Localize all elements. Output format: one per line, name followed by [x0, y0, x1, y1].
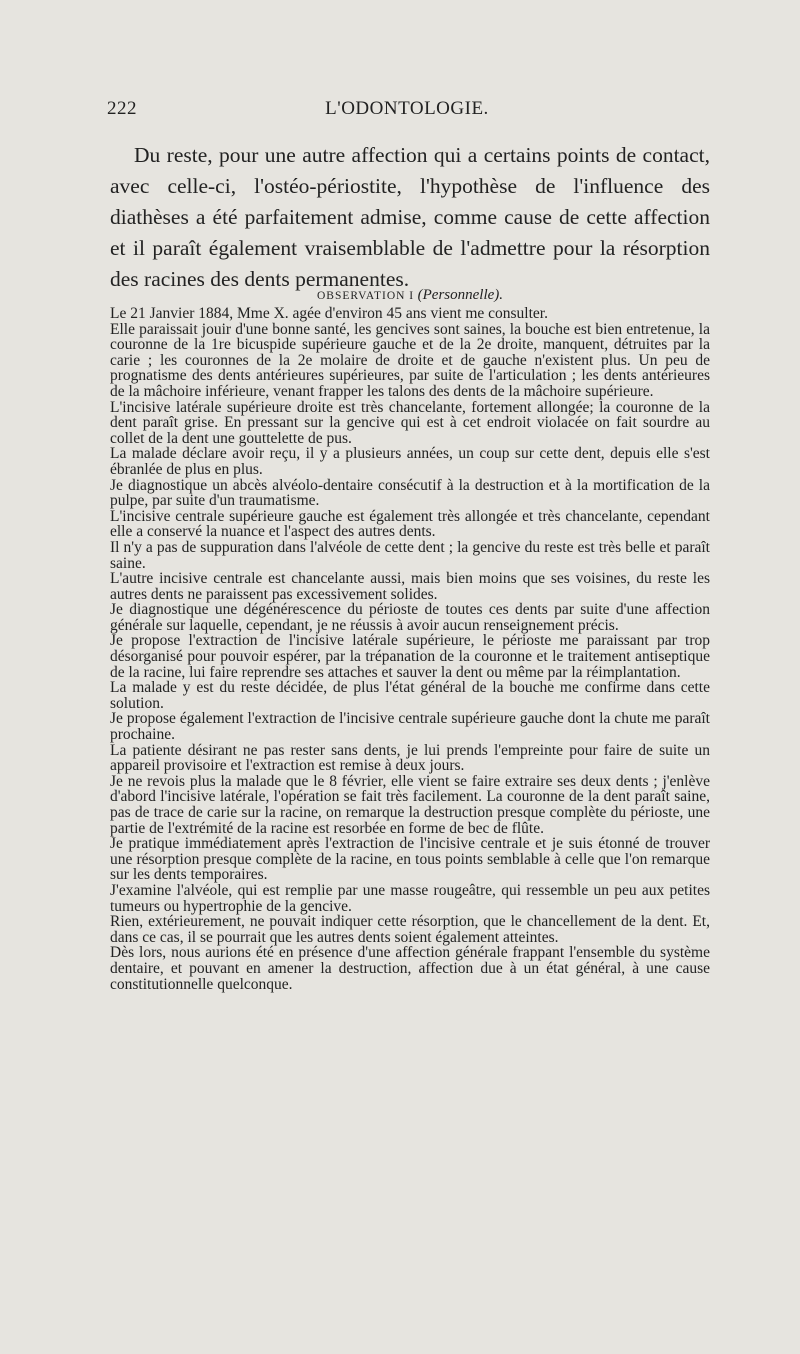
body-paragraph: Le 21 Janvier 1884, Mme X. agée d'environ 45 ans vient me consulter.: [110, 305, 548, 322]
body-paragraph: Je ne revois plus la malade que le 8 février, elle vient se faire extraire ses deux dents ; j'enlève d'abord l'incisive latérale, l'opération se fait très facilement. La couronne de la dent paraît saine, pas de trace de carie sur la racine, on remarque la destruction presque complète du périoste, une partie de l'extrémité de la racine est resorbée en forme de bec de flûte.: [110, 772, 710, 837]
body-paragraph: Il n'y a pas de suppuration dans l'alvéole de cette dent ; la gencive du reste est très belle et paraît saine.: [110, 538, 710, 572]
body-paragraph: L'incisive centrale supérieure gauche est également très allongée et très chancelante, cependant elle a conservé la nuance et l'aspect des autres dents.: [110, 507, 710, 541]
body-paragraph: La malade y est du reste décidée, de plus l'état général de la bouche me confirme dans cette solution.: [110, 679, 710, 712]
page-number: 222: [107, 98, 137, 119]
body-paragraph: Je diagnostique une dégénérescence du périoste de toutes ces dents par suite d'une affection générale sur laquelle, cependant, je ne réussis à avoir aucun renseignement précis.: [110, 601, 710, 634]
observation-body: [110, 306, 710, 992]
body-paragraph: La malade déclare avoir reçu, il y a plusieurs années, un coup sur cette dent, depuis elle s'est ébranlée de plus en plus.: [110, 445, 710, 478]
journal-title: L'ODONTOLOGIE.: [325, 98, 489, 119]
body-paragraph: Elle paraissait jouir d'une bonne santé, les gencives sont saines, la bouche est bien entretenue, la couronne de la 1re bicuspide supérieure gauche et de la 2e droite, manquent, détruites par la carie ; les couronnes de la 2e molaire de droite et de gauche n'existent plus. Un peu de prognatisme des dents antérieures supérieures, par suite de l'articulation ; les dents antérieures de la mâchoire inférieure, venant frapper les talons des dents de la mâchoire supérieure.: [110, 320, 710, 400]
observation-label: OBSERVATION I: [316, 290, 415, 302]
body-paragraph: Dès lors, nous aurions été en présence d'une affection générale frappant l'ensemble du système dentaire, et pouvant en amener la destruction, affection due à un état général, à une cause constitutionnelle quelconque.: [110, 944, 710, 993]
body-paragraph: Je pratique immédiatement après l'extraction de l'incisive centrale et je suis étonné de trouver une résorption presque complète de la racine, en tous points semblable à celle que l'on remarque sur les dents temporaires.: [110, 835, 710, 884]
body-paragraph: J'examine l'alvéole, qui est remplie par une masse rougeâtre, qui ressemble un peu aux petites tumeurs ou hypertrophie de la gencive.: [110, 881, 710, 915]
body-paragraph: La patiente désirant ne pas rester sans dents, je lui prends l'empreinte pour faire de suite un appareil provisoire et l'extraction est remise à deux jours.: [110, 741, 710, 775]
body-paragraph: L'autre incisive centrale est chancelante aussi, mais bien moins que ses voisines, du reste les autres dents ne paraissent pas excessivement solides.: [110, 570, 710, 603]
body-paragraph: L'incisive latérale supérieure droite est très chancelante, fortement allongée; la couronne de la dent paraît grise. En pressant sur la gencive qui est à cet endroit violacée on fait sourdre au collet de la dent une gouttelette de pus.: [110, 398, 710, 447]
body-paragraph: Je propose l'extraction de l'incisive latérale supérieure, le périoste me paraissant par trop désorganisé pour pouvoir espérer, par la trépanation de la couronne et le traitement antiseptique de la racine, lui faire reprendre ses attaches et sauver la dent ou même par la réimplantation.: [110, 632, 710, 681]
running-header: [107, 98, 707, 126]
observation-note: (Personnelle).: [417, 287, 504, 303]
intro-paragraph: Du reste, pour une autre affection qui a certains points de contact, avec celle-ci, l'ostéo-périostite, l'hypothèse de l'influence des diathèses a été parfaitement admise, comme cause de cette affection et il paraît également vraisemblable de l'admettre pour la résorption des racines des dents permanentes.: [110, 143, 710, 291]
body-paragraph: Je diagnostique un abcès alvéolo-dentaire consécutif à la destruction et à la mortification de la pulpe, par suite d'un traumatisme.: [110, 476, 710, 510]
observation-heading: [110, 286, 710, 305]
body-paragraph: Je propose également l'extraction de l'incisive centrale supérieure gauche dont la chute me paraît prochaine.: [110, 710, 710, 744]
body-paragraph: Rien, extérieurement, ne pouvait indiquer cette résorption, que le chancellement de la dent. Et, dans ce cas, il se pourrait que les autres dents soient également atteintes.: [110, 913, 710, 946]
